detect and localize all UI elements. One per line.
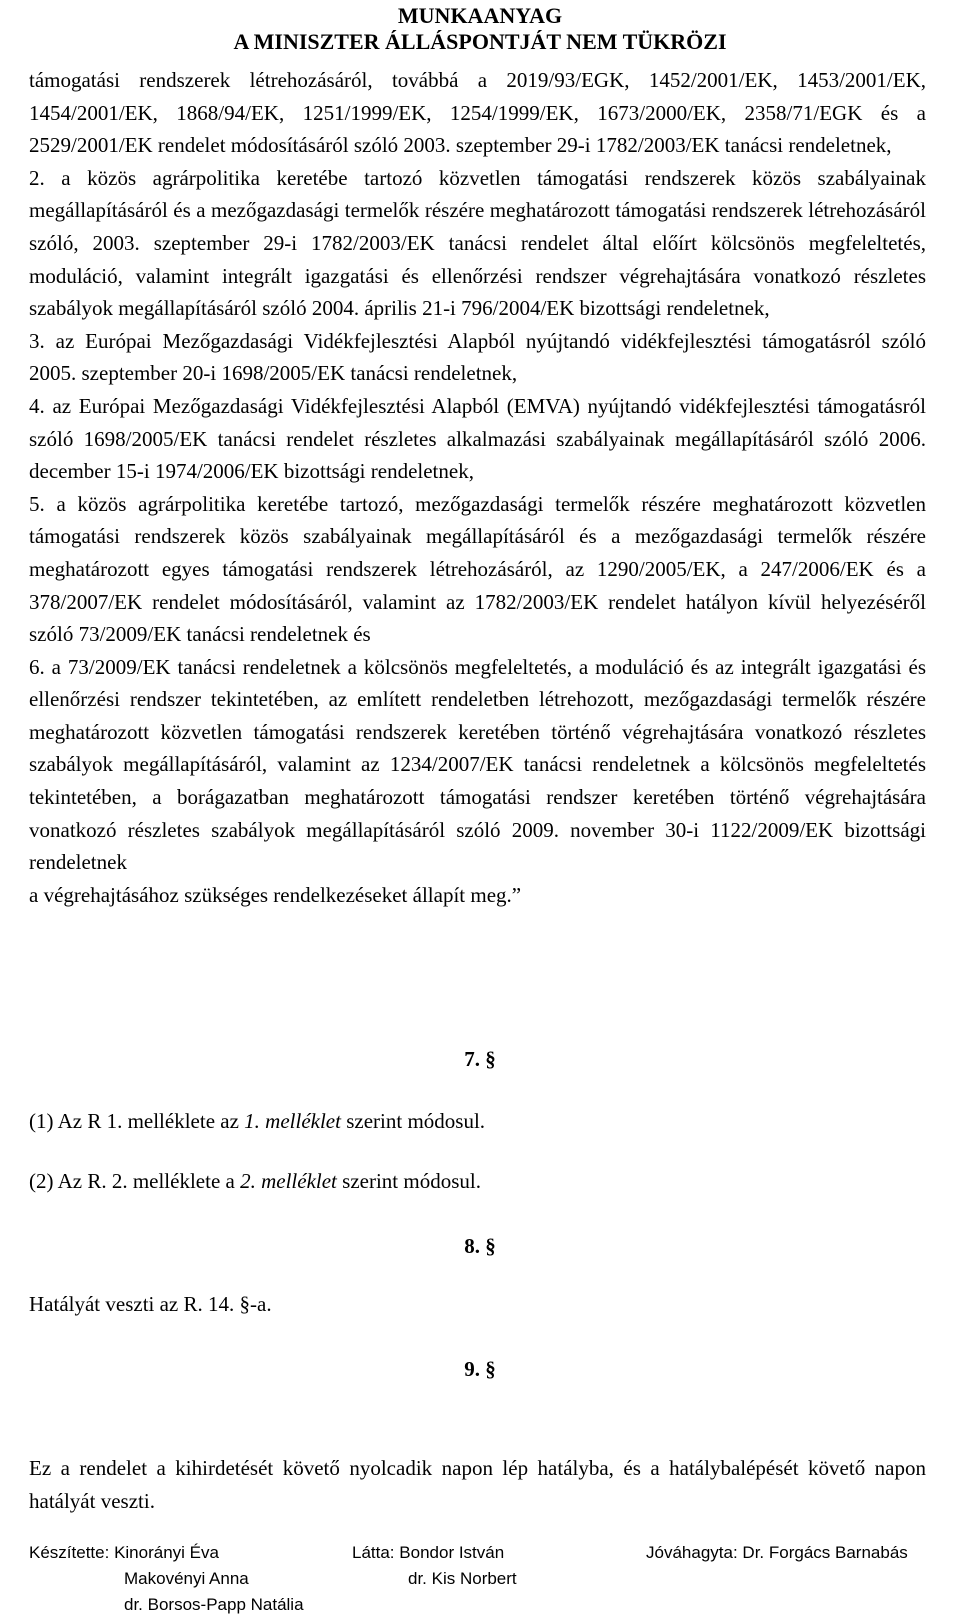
approved-by-label: Jóváhagyta:	[646, 1543, 738, 1562]
annex-reference: 2. melléklet	[240, 1169, 337, 1193]
section-7-paragraph-1: (1) Az R 1. melléklete az 1. melléklet szerint módosul.	[29, 1109, 486, 1133]
header-disclaimer: A MINISZTER ÁLLÁSPONTJÁT NEM TÜKRÖZI	[233, 29, 727, 54]
list-item: 2. a közös agrárpolitika keretébe tartozó közvetlen támogatási rendszerek közös szabályainak megállapításáról és a mezőgazdasági termelők részére meghatározott támogatási rendszerek létrehozásáról szóló, 2003. szeptember 29-i 1782/2003/EK tanácsi rendelet által előírt kölcsönös megfeleltetés, moduláció, valamint integrált igazgatási és ellenőrzési rendszer végrehajtására vonatkozó részletes szabályok megállapításáról szóló 2004. április 21-i 796/2004/EK bizottsági rendeletnek,	[29, 165, 926, 321]
list-item: 5. a közös agrárpolitika keretébe tartozó, mezőgazdasági termelők részére meghatározott közvetlen támogatási rendszerek közös szabályainak megállapításáról és a mezőgazdasági termelők részére meghatározott egyes támogatási rendszerek létrehozásáról, az 1290/2005/EK, a 247/2006/EK és a 378/2007/EK rendelet módosításáról, valamint az 1782/2003/EK rendelet hatályon kívül helyezéséről szóló 73/2009/EK tanácsi rendeletnek és	[29, 491, 926, 647]
prepared-by-label: Készítette:	[29, 1543, 110, 1562]
section-title-8: 8. §	[464, 1234, 496, 1258]
signatory-name: dr. Kis Norbert	[408, 1569, 517, 1588]
list-item: 6. a 73/2009/EK tanácsi rendeletnek a kölcsönös megfeleltetés, a moduláció és az integrált igazgatási és ellenőrzési rendszer tekintetében, az említett rendeletben létrehozott, mezőgazdasági termelők részére meghatározott közvetlen támogatási rendszerek keretében történő végrehajtására vonatkozó részletes szabályok megállapításáról, valamint az 1234/2007/EK tanácsi rendeletnek a kölcsönös megfeleltetés tekintetében, a borágazatban meghatározott támogatási rendszer keretében történő végrehajtására vonatkozó részletes szabályok megállapításáról szóló 2009. november 30-i 1122/2009/EK bizottsági rendeletnek	[29, 654, 926, 875]
section-title-7: 7. §	[464, 1047, 496, 1071]
signatory-name: Bondor István	[399, 1543, 505, 1562]
list-item: 3. az Európai Mezőgazdasági Vidékfejlesztési Alapból nyújtandó vidékfejlesztési támogatásról szóló 2005. szeptember 20-i 1698/2005/EK tanácsi rendeletnek,	[29, 328, 926, 386]
list-item: 4. az Európai Mezőgazdasági Vidékfejlesztési Alapból (EMVA) nyújtandó vidékfejlesztési támogatásról szóló 1698/2005/EK tanácsi rendelet részletes alkalmazási szabályainak megállapításáról szóló 2006. december 15-i 1974/2006/EK bizottsági rendeletnek,	[29, 393, 926, 484]
header-draft-label: MUNKAANYAG	[397, 3, 563, 28]
signatory-name: Kinorányi Éva	[114, 1543, 219, 1562]
prepared-by-block	[29, 1540, 304, 1618]
approved-by-block	[646, 1540, 908, 1566]
signatory-name: Makovényi Anna	[124, 1569, 249, 1588]
seen-by-label: Látta:	[352, 1543, 395, 1562]
document-header	[0, 3, 960, 55]
seen-by-block	[352, 1540, 517, 1592]
section-title-9: 9. §	[464, 1357, 496, 1381]
signatory-name: Dr. Forgács Barnabás	[742, 1543, 908, 1562]
closing-clause: a végrehajtásához szükséges rendelkezéseket állapít meg.”	[29, 882, 522, 907]
signatory-name: dr. Borsos-Papp Natália	[124, 1595, 304, 1614]
document-body	[29, 64, 926, 911]
section-7-paragraph-2: (2) Az R. 2. melléklete a 2. melléklet szerint módosul.	[29, 1169, 481, 1193]
annex-reference: 1. melléklet	[244, 1109, 341, 1133]
list-item: támogatási rendszerek létrehozásáról, továbbá a 2019/93/EGK, 1452/2001/EK, 1453/2001/EK, 1454/2001/EK, 1868/94/EK, 1251/1999/EK, 1254/1999/EK, 1673/2000/EK, 2358/71/EGK és a 2529/2001/EK rendelet módosításáról szóló 2003. szeptember 29-i 1782/2003/EK tanácsi rendeletnek,	[29, 68, 926, 158]
section-9-text: Ez a rendelet a kihirdetését követő nyolcadik napon lép hatályba, és a hatálybalépését követő napon hatályát veszti.	[29, 1456, 926, 1513]
section-8-text: Hatályát veszti az R. 14. §-a.	[29, 1292, 272, 1316]
